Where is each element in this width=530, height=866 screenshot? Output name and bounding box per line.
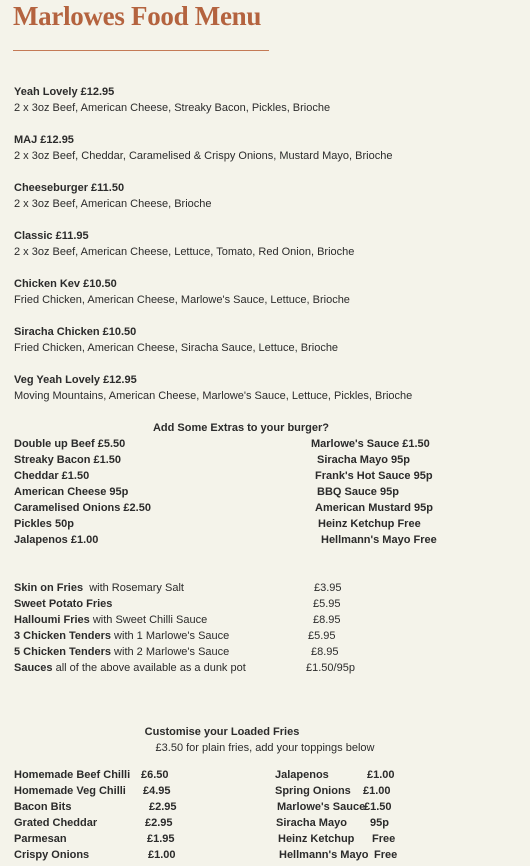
topping-item	[14, 815, 173, 831]
side-price: £5.95	[308, 630, 336, 642]
side-detail: all of the above available as a dunk pot	[52, 662, 246, 674]
side-price: £8.95	[313, 614, 341, 626]
side-item	[14, 612, 414, 628]
side-name: Halloumi Fries	[14, 614, 90, 626]
topping-name: Homemade Veg Chilli	[14, 785, 126, 797]
topping-name: Jalapenos	[275, 769, 329, 781]
topping-price: £1.50	[364, 801, 392, 813]
burger-name: Yeah Lovely £12.95	[14, 86, 115, 98]
burger-item	[14, 228, 514, 276]
toppings-right-column	[275, 767, 398, 863]
topping-name: Crispy Onions	[14, 849, 90, 861]
burger-item	[14, 324, 514, 372]
topping-item	[275, 783, 391, 799]
burger-description: 2 x 3oz Beef, American Cheese, Streaky Bacon, Pickles, Brioche	[14, 102, 331, 114]
extra-item: Pickles 50p	[14, 518, 74, 530]
topping-price: £4.95	[143, 785, 171, 797]
extra-item: Hellmann's Mayo Free	[321, 534, 437, 546]
topping-price: £1.00	[148, 849, 176, 861]
side-detail: with Rosemary Salt	[83, 582, 184, 594]
topping-name: Heinz Ketchup	[278, 833, 355, 845]
extra-item: BBQ Sauce 95p	[317, 486, 399, 498]
topping-item	[275, 767, 395, 783]
burger-item	[14, 372, 514, 420]
side-item	[14, 580, 414, 596]
burger-name: Veg Yeah Lovely £12.95	[14, 374, 137, 386]
side-name: Sauces	[14, 662, 53, 674]
topping-price: £2.95	[145, 817, 173, 829]
burger-name: Siracha Chicken £10.50	[14, 326, 137, 338]
side-name: Skin on Fries	[14, 582, 84, 594]
side-name: Sweet Potato Fries	[14, 598, 113, 610]
title-divider	[13, 50, 269, 51]
menu-title: Marlowes Food Menu	[13, 1, 262, 31]
extra-item: Frank's Hot Sauce 95p	[315, 470, 433, 482]
topping-item	[277, 799, 392, 815]
topping-price: £6.50	[141, 769, 169, 781]
side-price: £5.95	[313, 598, 341, 610]
side-name: 3 Chicken Tenders	[14, 630, 111, 642]
side-detail: with 2 Marlowe's Sauce	[111, 646, 230, 658]
extra-item: American Cheese 95p	[14, 486, 129, 498]
burger-description: Fried Chicken, American Cheese, Marlowe's Sauce, Lettuce, Brioche	[14, 294, 350, 306]
burger-description: Moving Mountains, American Cheese, Marlowe's Sauce, Lettuce, Pickles, Brioche	[14, 390, 413, 402]
topping-name: Spring Onions	[275, 785, 351, 797]
topping-name: Marlowe's Sauce	[277, 801, 366, 813]
topping-name: Parmesan	[14, 833, 67, 845]
extras-heading: Add Some Extras to your burger?	[152, 422, 330, 434]
topping-item	[278, 831, 396, 847]
side-item	[14, 596, 414, 612]
loaded-fries-heading: Customise your Loaded Fries	[144, 726, 300, 738]
burger-description: 2 x 3oz Beef, Cheddar, Caramelised & Crispy Onions, Mustard Mayo, Brioche	[14, 150, 393, 162]
burger-description: 2 x 3oz Beef, American Cheese, Lettuce, Tomato, Red Onion, Brioche	[14, 246, 355, 258]
extras-right-column	[0, 436, 437, 548]
side-price: £3.95	[314, 582, 342, 594]
extra-item: Double up Beef £5.50	[14, 438, 126, 450]
topping-price: 95p	[370, 817, 389, 829]
extra-item: Heinz Ketchup Free	[318, 518, 421, 530]
topping-item	[14, 767, 169, 783]
toppings-left-column	[14, 767, 177, 863]
topping-name: Grated Cheddar	[14, 817, 98, 829]
burger-name: Chicken Kev £10.50	[14, 278, 117, 290]
topping-name: Homemade Beef Chilli	[14, 769, 131, 781]
sides-list	[14, 580, 414, 676]
topping-item	[14, 799, 177, 815]
burger-item	[14, 132, 514, 180]
burger-name: Cheeseburger £11.50	[14, 182, 125, 194]
topping-price: Free	[374, 849, 398, 861]
side-item	[14, 660, 414, 676]
extra-item: Marlowe's Sauce £1.50	[311, 438, 430, 450]
burger-name: Classic £11.95	[14, 230, 89, 242]
topping-item	[14, 783, 171, 799]
side-price: £1.50/95p	[306, 662, 355, 674]
loaded-fries-subheading: £3.50 for plain fries, add your toppings below	[155, 742, 375, 754]
extra-item: American Mustard 95p	[315, 502, 433, 514]
burger-name: MAJ £12.95	[14, 134, 74, 146]
topping-name: Siracha Mayo	[276, 817, 347, 829]
side-detail: with Sweet Chilli Sauce	[89, 614, 208, 626]
topping-item	[276, 815, 389, 831]
burger-description: 2 x 3oz Beef, American Cheese, Brioche	[14, 198, 212, 210]
burger-item	[14, 180, 514, 228]
topping-name: Hellmann's Mayo	[279, 849, 369, 861]
topping-item	[279, 847, 398, 863]
burger-list	[14, 84, 514, 420]
side-name: 5 Chicken Tenders	[14, 646, 111, 658]
side-item	[14, 628, 414, 644]
side-item	[14, 644, 414, 660]
burger-item	[14, 276, 514, 324]
extra-item: Caramelised Onions £2.50	[14, 502, 151, 514]
burger-item	[14, 84, 514, 132]
topping-price: £1.00	[363, 785, 391, 797]
topping-name: Bacon Bits	[14, 801, 72, 813]
burger-description: Fried Chicken, American Cheese, Siracha Sauce, Lettuce, Brioche	[14, 342, 339, 354]
topping-item	[14, 831, 175, 847]
topping-price: £1.95	[147, 833, 175, 845]
topping-price: Free	[372, 833, 396, 845]
side-price: £8.95	[311, 646, 339, 658]
side-detail: with 1 Marlowe's Sauce	[111, 630, 230, 642]
extra-item: Cheddar £1.50	[14, 470, 90, 482]
topping-price: £1.00	[367, 769, 395, 781]
topping-price: £2.95	[149, 801, 177, 813]
extra-item: Jalapenos £1.00	[14, 534, 99, 546]
extra-item: Streaky Bacon £1.50	[14, 454, 122, 466]
topping-item	[14, 847, 176, 863]
extra-item: Siracha Mayo 95p	[317, 454, 410, 466]
